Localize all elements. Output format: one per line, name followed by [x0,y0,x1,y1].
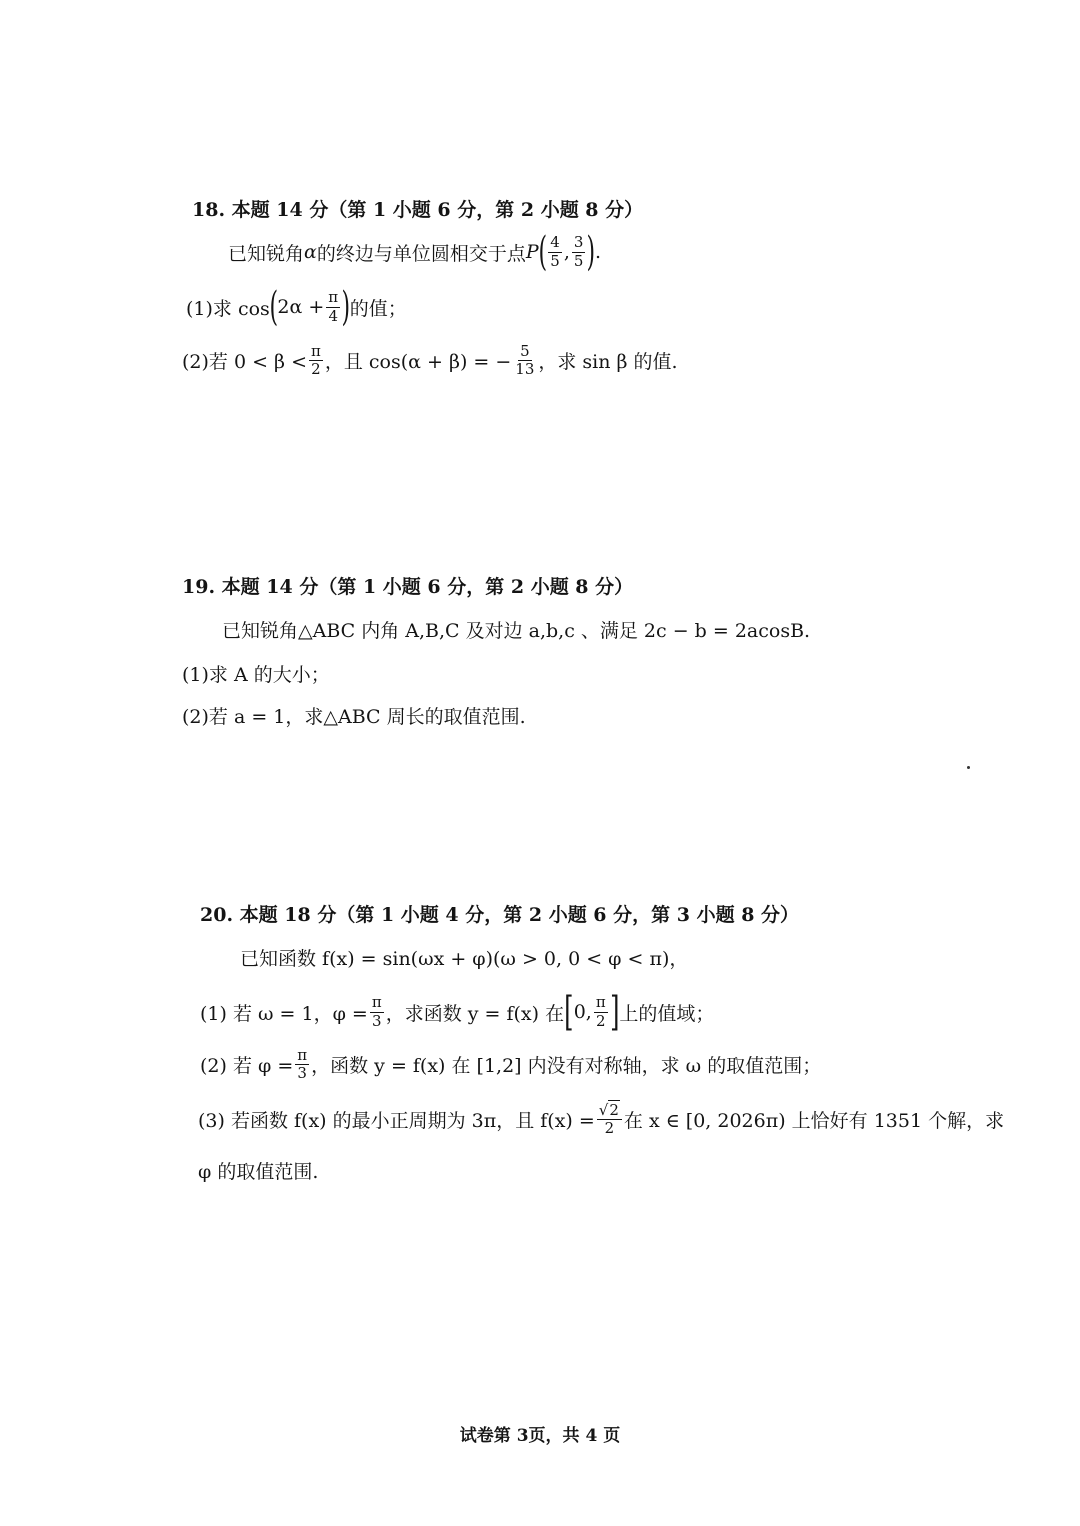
q20-part2: (2) 若 φ = $\frac{\pi}{3}$ ，函数 y = f(x) 在 [1,2] 内没有对称轴，求 ω 的取值范围； [200,1046,822,1083]
q19-header: 19. 本题 14 分（第 1 小题 6 分，第 2 小题 8 分） [182,576,634,598]
q20-part1: (1) 若 ω = 1，φ = $\frac{\pi}{3}$ ，求函数 y = f(x) 在 [ 0, $\frac{\pi}{2}$ ] 上的值域； [200,989,715,1035]
q19-stem: 已知锐角△ABC 内角 A,B,C 及对边 a,b,c 、满足 2c − b = 2acosB. [222,620,811,642]
q19-part2: (2)若 a = 1，求△ABC 周长的取值范围. [182,706,526,728]
fraction: $\frac{5}{13}$ [515,342,535,379]
fraction: $\frac{3}{5}$ [573,233,584,270]
q20-part3-cont: φ 的取值范围. [198,1161,319,1183]
q18-stem: 已知锐角 α 的终边与单位圆相交于点 P ( $\frac{4}{5}$ , $\frac{3}{5}$ ) . [228,229,602,275]
q20-part3: (3) 若函数 f(x) 的最小正周期为 3π，且 f(x) = $\frac{√2}{2}$ 在 x ∈ [0, 2026π) 上恰好有 1351 个解，求 [198,1101,1005,1138]
q20-stem: 已知函数 f(x) = sin(ωx + φ)(ω > 0, 0 < φ < π)， [240,948,689,970]
fraction: $\frac{\pi}{2}$ [595,993,606,1030]
q18-part1: (1)求 cos ( 2α + $\frac{\pi}{4}$ ) 的值； [186,284,407,330]
fraction: $\frac{\pi}{2}$ [311,342,321,379]
fraction: $\frac{\pi}{3}$ [371,993,382,1030]
q19-part1: (1)求 A 的大小； [182,664,330,686]
fraction: $\frac{√2}{2}$ [597,1102,622,1138]
page-footer: 试卷第 3页，共 4 页 [459,1426,621,1446]
fraction: $\frac{\pi}{3}$ [297,1046,308,1083]
fraction: $\frac{\pi}{4}$ [328,288,339,325]
q18-header: 18. 本题 14 分（第 1 小题 6 分，第 2 小题 8 分） [192,199,644,221]
q20-header: 20. 本题 18 分（第 1 小题 4 分，第 2 小题 6 分，第 3 小题 8 分） [200,904,800,926]
q18-part2: (2)若 0 < β < $\frac{\pi}{2}$ ，且 cos(α + β) = − $\frac{5}{13}$ ，求 sin β 的值. [182,342,678,379]
speck [967,766,970,769]
fraction: $\frac{4}{5}$ [550,233,560,270]
